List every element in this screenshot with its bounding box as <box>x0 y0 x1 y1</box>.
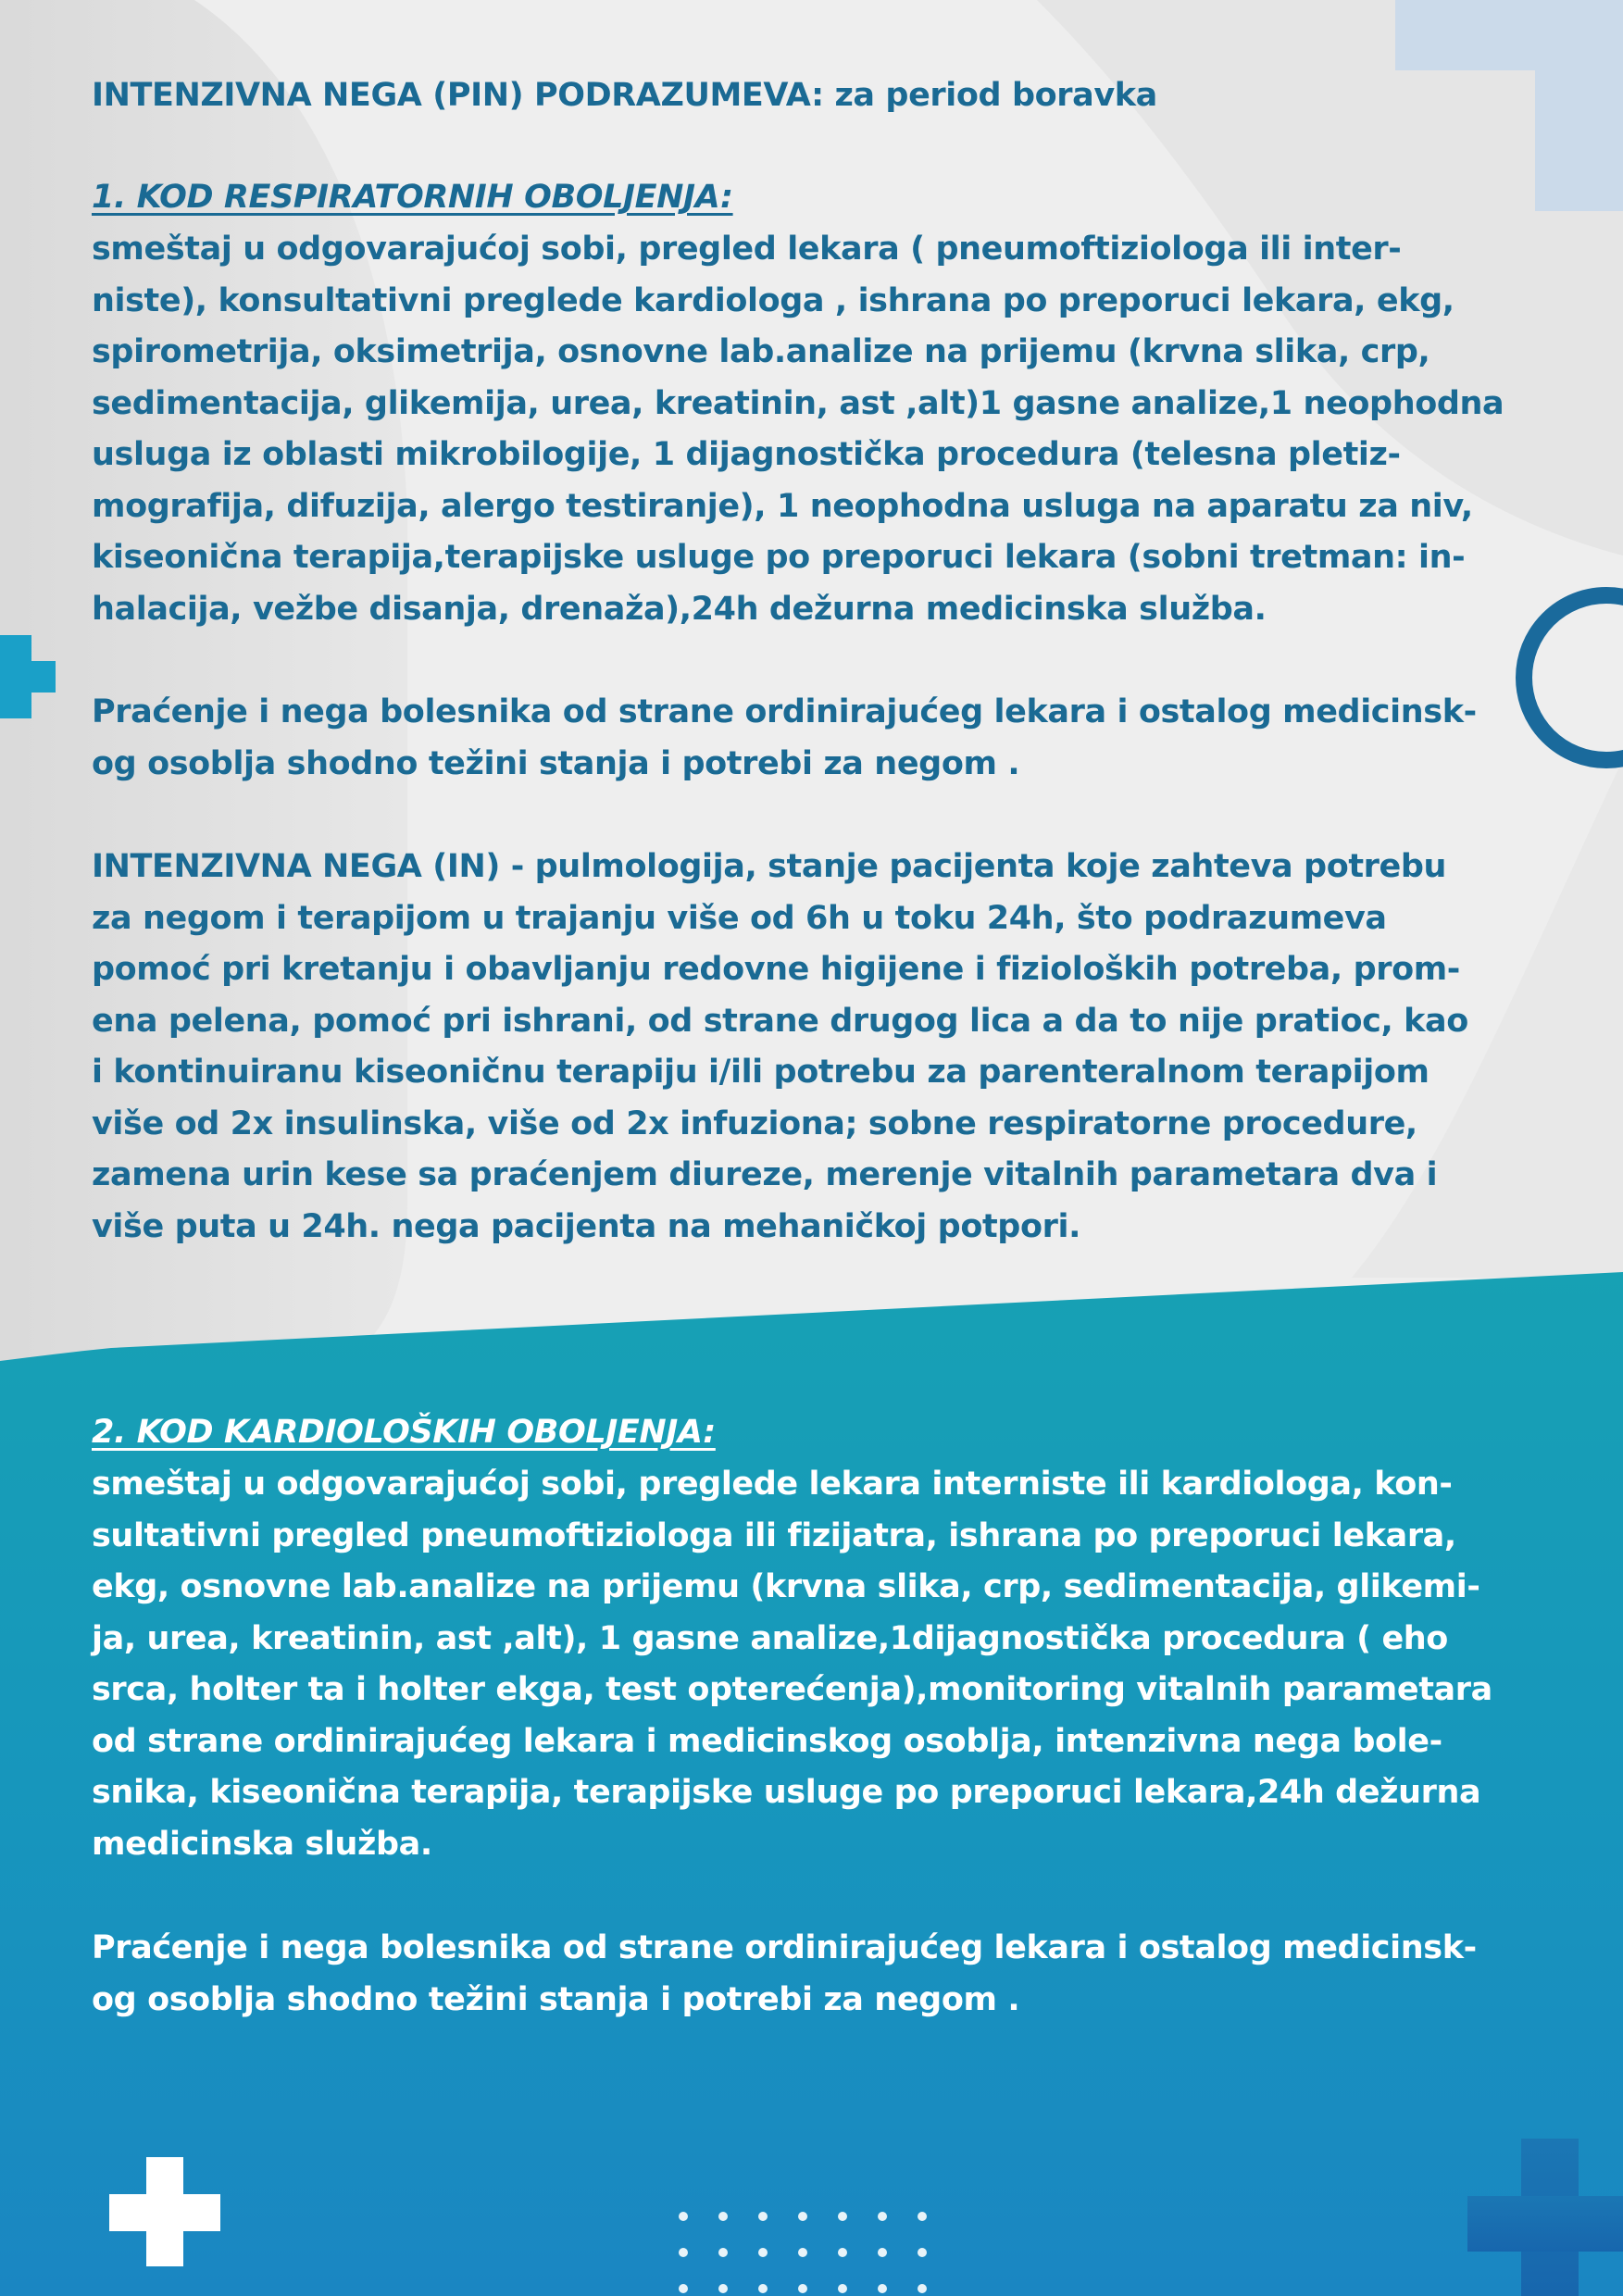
section-heading-cardiology: 2. KOD KARDIOLOŠKIH OBOLJENJA: <box>92 1414 716 1451</box>
section-body-respiratory: smeštaj u odgovarajućoj sobi, pregled lekara ( pneumoftiziologa ili inter- niste), konsultativni preglede kardiologa , ishrana po preporuci lekara, ekg, spirometrija, oksimetrija, osnovne lab.analize na prijemu (krvna slika, crp, sedimentacija, glikemija, urea, kreatinin, ast ,alt)1 gasne analize,1 neophodna usluga iz oblasti mikrobilogije, 1 dijagnostička procedura (telesna pletiz- mografija, difuzija, alergo testiranje), 1 neophodna usluga na aparatu za niv, kiseonična terapija,terapijske usluge po preporuci lekara (sobni tretman: in- halacija, vežbe disanja, drenaža),24h dežurna medicinska služba. <box>92 231 1504 628</box>
intensive-care-description: INTENZIVNA NEGA (IN) - pulmologija, stanje pacijenta koje zahteva potrebu za negom i terapijom u trajanju više od 6h u toku 24h, što podrazumeva pomoć pri kretanju i obavljanju redovne higijene i fizioloških potreba, prom- ena pelena, pomoć pri ishrani, od strane drugog lica a da to nije pratioc, kao i kontinuiranu kiseoničnu terapiju i/ili potrebu za parenteralnom terapijom više od 2x insulinska, više od 2x infuziona; sobne respiratorne procedure, zamena urin kese sa praćenjem diureze, merenje vitalnih parametara dva i više puta u 24h. nega pacijenta na mehaničkoj potpori. <box>92 848 1468 1245</box>
section-heading-respiratory: 1. KOD RESPIRATORNIH OBOLJENJA: <box>92 179 733 216</box>
ring-icon <box>1524 595 1623 760</box>
care-note-cardiology: Praćenje i nega bolesnika od strane ordinirajućeg lekara i ostalog medicinsk- og osoblja shodno težini stanja i potrebi za negom . <box>92 1929 1477 2018</box>
section-body-cardiology: smeštaj u odgovarajućoj sobi, preglede lekara interniste ili kardiologa, kon- sultativni pregled pneumoftiziologa ili fizijatra, ishrana po preporuci lekara, ekg, osnovne lab.analize na prijemu (krvna slika, crp, sedimentacija, glikemi- ja, urea, kreatinin, ast ,alt), 1 gasne analize,1dijagnostička procedura ( eho srca, holter ta i holter ekga, test opterećenja),monitoring vitalnih parametara od strane ordinirajućeg lekara i medicinskog osoblja, intenzivna nega bole- snika, kiseonična terapija, terapijske usluge po preporuci lekara,24h dežurna medicinska služba. <box>92 1466 1492 1863</box>
page-title: INTENZIVNA NEGA (PIN) PODRAZUMEVA: za period boravka <box>92 77 1157 114</box>
care-note-respiratory: Praćenje i nega bolesnika od strane ordinirajućeg lekara i ostalog medicinsk- og osoblja shodno težini stanja i potrebi za negom . <box>92 693 1477 782</box>
